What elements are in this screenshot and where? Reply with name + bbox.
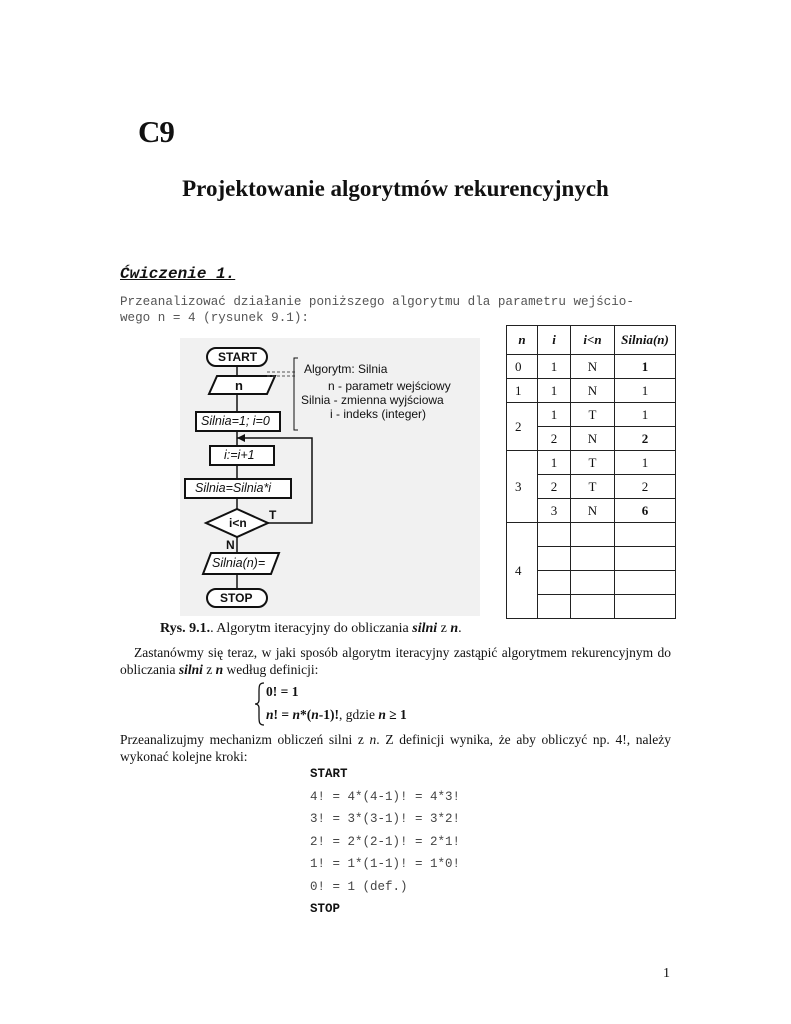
intro-line-1: Przeanalizować działanie poniższego algorytmu dla parametru wejścio-: [120, 295, 634, 309]
table-header-row: [507, 326, 676, 355]
cell-i: [538, 571, 571, 595]
caption-text-a: . Algorytm iteracyjny do obliczania: [210, 621, 413, 636]
exercise-intro: [120, 294, 680, 326]
cell-i: 2: [538, 475, 571, 499]
init-label: Silnia=1; i=0: [201, 414, 270, 428]
table-row: [507, 523, 676, 547]
cell-n: 2: [507, 403, 538, 451]
table-row: [507, 379, 676, 403]
cell-i: 1: [538, 379, 571, 403]
cell-n: 4: [507, 523, 538, 619]
figure-caption: [160, 621, 462, 637]
cell-silnia: 1: [615, 379, 676, 403]
page-number: 1: [663, 966, 670, 981]
cell-i: [538, 523, 571, 547]
cell-i: [538, 595, 571, 619]
definition-line-2: n! = n*(n-1)!, gdzie n ≥ 1: [266, 707, 407, 722]
header-i: i: [538, 326, 571, 355]
cell-n: 1: [507, 379, 538, 403]
cell-cond: N: [571, 499, 615, 523]
cell-i: 2: [538, 427, 571, 451]
header-n: n: [507, 326, 538, 355]
cell-cond: T: [571, 451, 615, 475]
definition-line-1: 0! = 1: [266, 684, 299, 699]
cell-cond: N: [571, 379, 615, 403]
curly-brace: [254, 682, 266, 726]
cell-cond: T: [571, 475, 615, 499]
input-label: n: [235, 378, 243, 393]
caption-label: Rys. 9.1.: [160, 621, 211, 636]
caption-n: n: [450, 621, 459, 636]
cell-cond: N: [571, 355, 615, 379]
cell-silnia: 6: [615, 499, 676, 523]
legend-title: Algorytm: Silnia: [304, 362, 388, 376]
cell-cond: [571, 547, 615, 571]
cell-cond: T: [571, 403, 615, 427]
caption-text-c: .: [458, 621, 462, 636]
cell-i: [538, 547, 571, 571]
para1-text-c: według definicji:: [223, 662, 319, 677]
cell-silnia: 1: [615, 403, 676, 427]
table-row: [507, 451, 676, 475]
cell-silnia: [615, 571, 676, 595]
table-row: [507, 355, 676, 379]
para1-silni: silni: [178, 662, 203, 677]
multiply-label: Silnia=Silnia*i: [195, 481, 272, 495]
para1-text-b: z: [202, 662, 216, 677]
caption-silni: silni: [412, 621, 438, 636]
cell-i: 1: [538, 451, 571, 475]
cell-n: 3: [507, 451, 538, 523]
step-line: 2! = 2*(2-1)! = 2*1!: [310, 835, 461, 849]
paragraph-1: [120, 644, 671, 678]
chapter-label: C9: [138, 114, 174, 149]
exercise-title: Ćwiczenie 1.: [120, 265, 236, 283]
intro-line-2: wego n = 4 (rysunek 9.1):: [120, 311, 309, 325]
cell-silnia: 2: [615, 427, 676, 451]
cell-cond: N: [571, 427, 615, 451]
step-line: 4! = 4*(4-1)! = 4*3!: [310, 790, 461, 804]
paragraph-2: [120, 731, 671, 765]
cell-silnia: [615, 547, 676, 571]
cell-silnia: [615, 595, 676, 619]
page-title: Projektowanie algorytmów rekurencyjnych: [182, 176, 609, 201]
cell-silnia: [615, 523, 676, 547]
legend-bracket: [294, 358, 298, 430]
para1-n: n: [215, 662, 224, 677]
cell-silnia: 1: [615, 355, 676, 379]
false-branch-label: N: [226, 538, 235, 552]
para2-text-b: . Z definicji wynika, że aby obliczyć np. 4!, należy wykonać kolejne kroki:: [120, 732, 671, 764]
steps-start: START: [310, 767, 348, 781]
condition-label: i<n: [229, 516, 247, 530]
cell-cond: [571, 595, 615, 619]
trace-table: [506, 325, 676, 619]
cell-cond: [571, 523, 615, 547]
table-row: [507, 403, 676, 427]
cell-cond: [571, 571, 615, 595]
cell-silnia: 2: [615, 475, 676, 499]
cell-i: 1: [538, 355, 571, 379]
legend-line-4: i - indeks (integer): [330, 407, 427, 421]
step-line: 1! = 1*(1-1)! = 1*0!: [310, 857, 461, 871]
flowchart-figure: [180, 338, 480, 616]
increment-label: i:=i+1: [224, 448, 255, 462]
stop-label: STOP: [220, 591, 253, 605]
para2-text-a: Przeanalizujmy mechanizm obliczeń silni z: [120, 732, 370, 747]
legend-line-3: Silnia - zmienna wyjściowa: [301, 393, 444, 407]
para1-text-a: Zastanówmy się teraz, w jaki sposób algorytm iteracyjny zastąpić algorytmem rekurencyjnym do obliczania: [120, 645, 671, 677]
start-label: START: [218, 350, 258, 364]
cell-i: 3: [538, 499, 571, 523]
loop-arrow-head: [237, 434, 245, 442]
header-silnia: Silnia(n): [615, 326, 676, 355]
cell-i: 1: [538, 403, 571, 427]
cell-silnia: 1: [615, 451, 676, 475]
output-label: Silnia(n)=: [212, 556, 266, 570]
header-cond: i<n: [571, 326, 615, 355]
legend-line-2: n - parametr wejściowy: [328, 379, 451, 393]
para2-n: n: [369, 732, 377, 747]
caption-text-b: z: [437, 621, 451, 636]
step-line: 0! = 1 (def.): [310, 880, 408, 894]
cell-n: 0: [507, 355, 538, 379]
step-line: 3! = 3*(3-1)! = 3*2!: [310, 812, 461, 826]
steps-stop: STOP: [310, 902, 341, 916]
true-branch-label: T: [269, 508, 277, 522]
